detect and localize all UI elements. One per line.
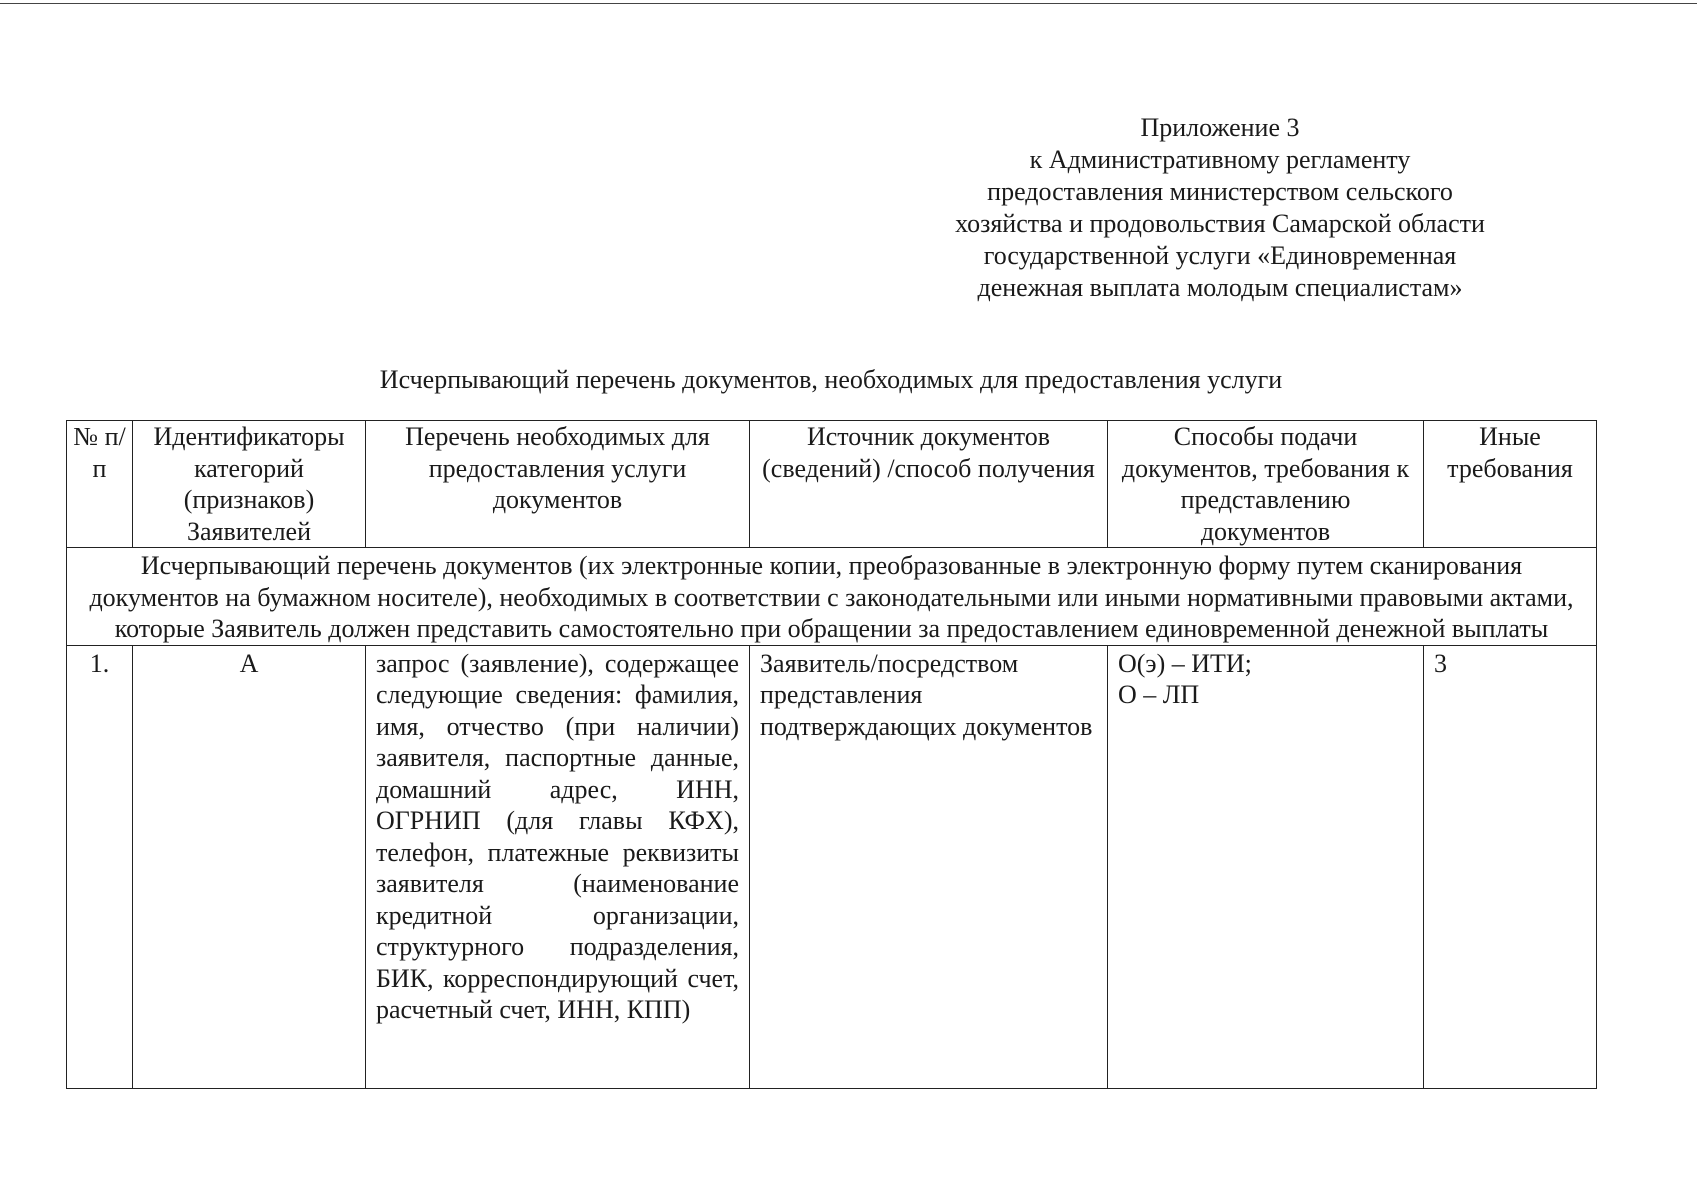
appendix-header xyxy=(900,112,1540,304)
row-category: А xyxy=(133,645,366,1088)
submission-line: О – ЛП xyxy=(1118,680,1200,709)
row-document: запрос (заявление), содержащее следующие сведения: фамилия, имя, отчество (при наличии) заявителя, паспортные данные, домашний адрес, ИНН, ОГРНИП (для главы КФХ), телефон, платежные реквизиты заявителя (наименование кредитной организации, структурного подразделения, БИК, корреспондирующий счет, расчетный счет, ИНН, КПП) xyxy=(366,645,750,1088)
header-cell-source: Источник документов (сведений) /способ получения xyxy=(750,421,1108,548)
row-source: Заявитель/посредством представления подтверждающих документов xyxy=(750,645,1108,1088)
header-cell-number: № п/п xyxy=(67,421,133,548)
section-caption: Исчерпывающий перечень документов (их электронные копии, преобразованные в электронную форму путем сканирования документов на бумажном носителе), необходимых в соответствии с законодательными или иными нормативными правовыми актами, которые Заявитель должен представить самостоятельно при обращении за предоставлением единовременной денежной выплаты xyxy=(67,548,1597,646)
appendix-line: Приложение 3 xyxy=(1140,113,1300,142)
header-cell-categories: Идентификаторы категорий (признаков) Заявителей xyxy=(133,421,366,548)
section-caption-row xyxy=(67,548,1597,646)
header-cell-documents: Перечень необходимых для предоставления услуги документов xyxy=(366,421,750,548)
appendix-line: денежная выплата молодым специалистам» xyxy=(977,273,1463,302)
document-title: Исчерпывающий перечень документов, необходимых для предоставления услуги xyxy=(379,365,1283,394)
appendix-line: предоставления министерством сельского xyxy=(987,177,1453,206)
top-border-line xyxy=(0,3,1697,4)
submission-line: О(э) – ИТИ; xyxy=(1118,648,1252,678)
appendix-line: к Административному регламенту xyxy=(1029,145,1411,174)
appendix-line: государственной услуги «Единовременная xyxy=(983,241,1457,270)
table-header-row xyxy=(67,421,1597,548)
table-row xyxy=(67,645,1597,1088)
row-number: 1. xyxy=(67,645,133,1088)
header-cell-submission: Способы подачи документов, требования к представлению документов xyxy=(1108,421,1424,548)
row-other: 3 xyxy=(1424,645,1597,1088)
appendix-line: хозяйства и продовольствия Самарской области xyxy=(955,209,1485,238)
header-cell-other: Иные требования xyxy=(1424,421,1597,548)
documents-table xyxy=(66,420,1597,1089)
row-submission xyxy=(1108,645,1424,1088)
